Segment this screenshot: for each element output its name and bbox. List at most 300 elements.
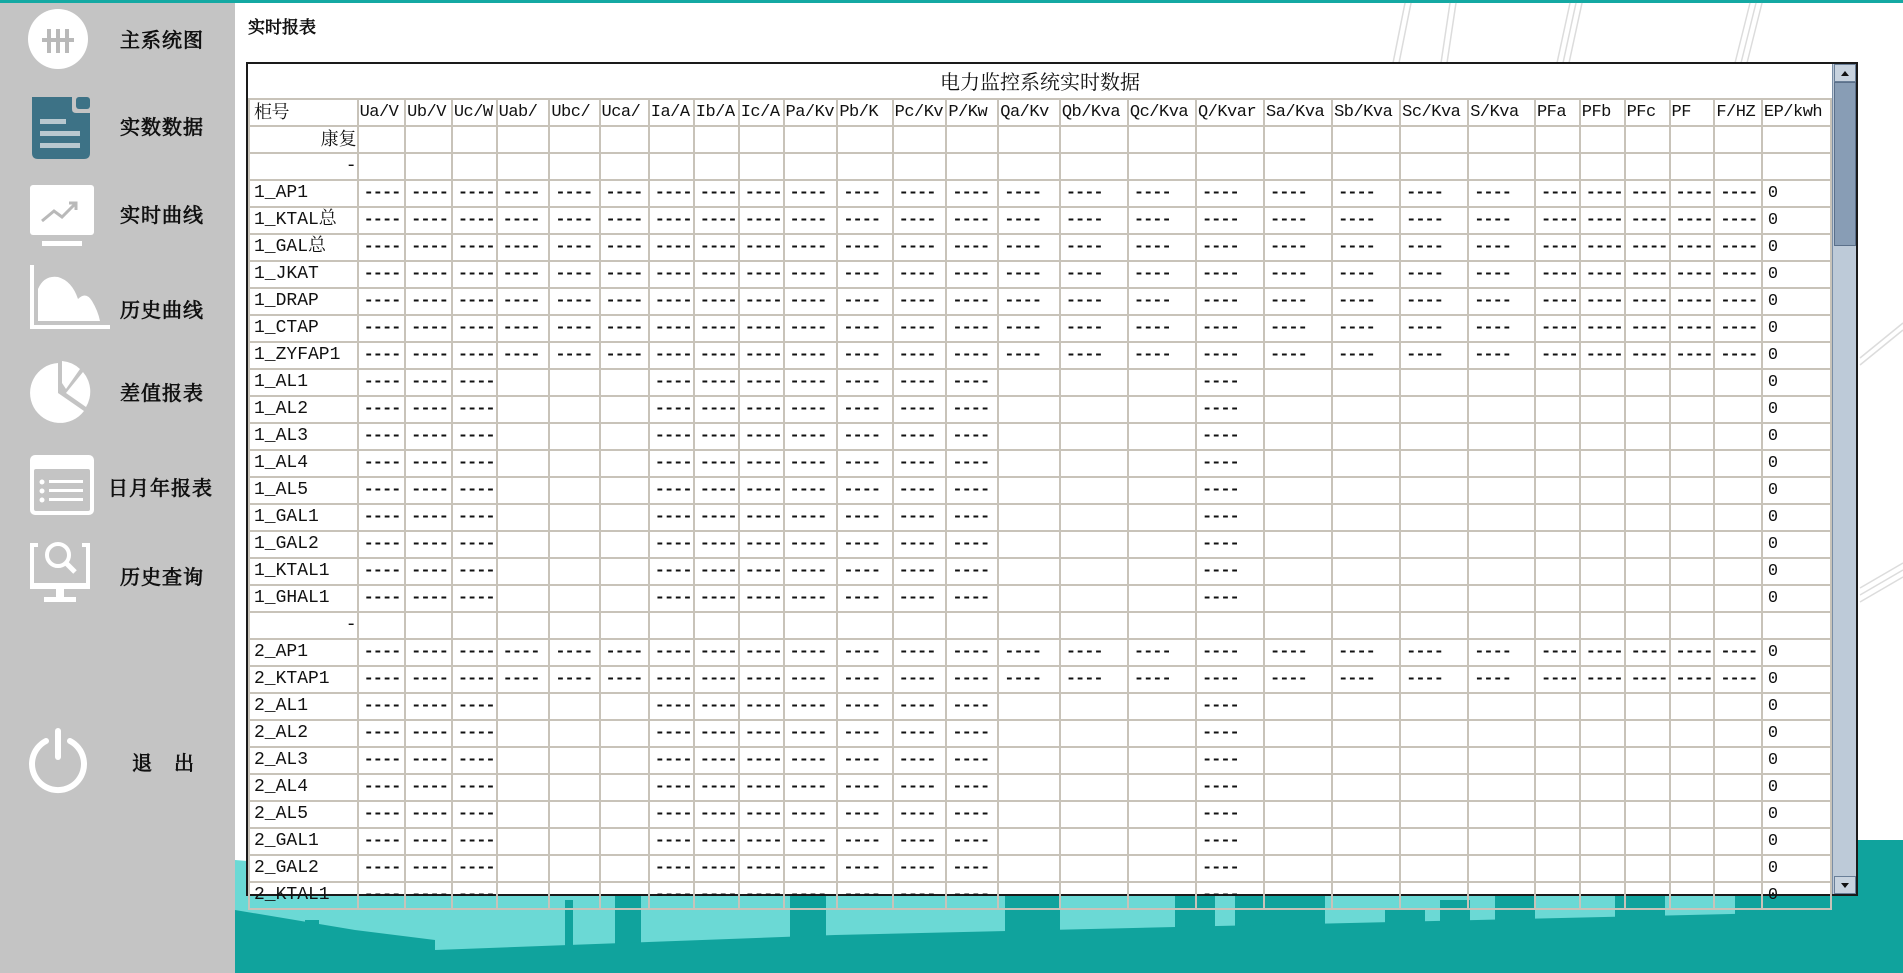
value-cell (998, 693, 1060, 720)
table-row[interactable] (249, 774, 1831, 801)
value-cell (1468, 477, 1535, 504)
table-row[interactable] (249, 747, 1831, 774)
column-header: PF (1670, 99, 1715, 126)
value-cell (600, 450, 649, 477)
energy-value-cell: 0 (1762, 315, 1831, 342)
value-cell (549, 423, 599, 450)
value-cell: ---- (784, 855, 838, 882)
value-cell: ---- (1625, 288, 1670, 315)
value-cell (946, 126, 998, 153)
value-cell: ---- (1060, 639, 1128, 666)
value-cell (600, 747, 649, 774)
table-row[interactable] (249, 828, 1831, 855)
sidebar-item-history-curve[interactable] (0, 265, 235, 345)
value-cell (998, 774, 1060, 801)
sidebar-item-diff-report[interactable] (0, 355, 235, 435)
value-cell: ---- (549, 207, 599, 234)
value-cell: ---- (649, 423, 694, 450)
energy-value-cell: 0 (1762, 747, 1831, 774)
value-cell: ---- (452, 639, 497, 666)
value-cell: ---- (694, 801, 739, 828)
value-cell (1714, 477, 1762, 504)
table-row[interactable] (249, 558, 1831, 585)
value-cell (784, 153, 838, 180)
value-cell: ---- (946, 693, 998, 720)
value-cell (1714, 828, 1762, 855)
value-cell (1535, 774, 1580, 801)
cabinet-name-cell: 1_KTAL1 (249, 558, 358, 585)
energy-value-cell: 0 (1762, 639, 1831, 666)
value-cell: ---- (784, 288, 838, 315)
value-cell (1332, 855, 1400, 882)
value-cell: ---- (358, 477, 406, 504)
cabinet-name-cell: 1_AL2 (249, 396, 358, 423)
value-cell: ---- (1670, 288, 1715, 315)
cabinet-name-cell: 1_DRAP (249, 288, 358, 315)
value-cell (1060, 693, 1128, 720)
table-row[interactable] (249, 477, 1831, 504)
value-cell: ---- (1535, 666, 1580, 693)
value-cell: ---- (405, 234, 452, 261)
value-cell: ---- (549, 639, 599, 666)
value-cell (1332, 828, 1400, 855)
table-row[interactable] (249, 207, 1831, 234)
energy-value-cell: 0 (1762, 585, 1831, 612)
value-cell (1535, 612, 1580, 639)
table-row[interactable] (249, 423, 1831, 450)
table-row[interactable] (249, 639, 1831, 666)
report-title: 电力监控系统实时数据 (940, 70, 1140, 94)
value-cell: ---- (452, 180, 497, 207)
value-cell: ---- (649, 882, 694, 909)
column-header: Ua/V (358, 99, 406, 126)
table-row[interactable] (249, 126, 1831, 153)
value-cell: ---- (497, 288, 550, 315)
value-cell: ---- (1060, 234, 1128, 261)
energy-value-cell: 0 (1762, 396, 1831, 423)
value-cell (600, 720, 649, 747)
value-cell: ---- (694, 882, 739, 909)
value-cell: ---- (784, 801, 838, 828)
value-cell: ---- (358, 342, 406, 369)
table-row[interactable] (249, 288, 1831, 315)
cabinet-name-cell: 2_GAL1 (249, 828, 358, 855)
value-cell (1128, 693, 1196, 720)
value-cell: ---- (649, 342, 694, 369)
value-cell: ---- (452, 774, 497, 801)
value-cell: ---- (405, 585, 452, 612)
value-cell: ---- (1670, 639, 1715, 666)
value-cell: ---- (893, 639, 947, 666)
energy-value-cell: 0 (1762, 423, 1831, 450)
energy-value-cell: 0 (1762, 180, 1831, 207)
cabinet-name-cell: 1_GAL2 (249, 531, 358, 558)
scroll-down-button[interactable] (1834, 876, 1856, 894)
value-cell (1332, 693, 1400, 720)
scroll-up-button[interactable] (1834, 64, 1856, 82)
value-cell: ---- (1128, 288, 1196, 315)
value-cell (549, 828, 599, 855)
value-cell: ---- (1625, 261, 1670, 288)
value-cell (1468, 747, 1535, 774)
value-cell: ---- (893, 180, 947, 207)
value-cell: ---- (1580, 207, 1625, 234)
value-cell: ---- (1128, 315, 1196, 342)
value-cell (1196, 153, 1264, 180)
value-cell (600, 801, 649, 828)
value-cell: ---- (405, 315, 452, 342)
energy-value-cell: 0 (1762, 261, 1831, 288)
table-row[interactable] (249, 315, 1831, 342)
value-cell (1128, 801, 1196, 828)
value-cell: ---- (549, 666, 599, 693)
value-cell: ---- (694, 720, 739, 747)
value-cell: ---- (739, 261, 784, 288)
value-cell: ---- (784, 477, 838, 504)
value-cell (1332, 801, 1400, 828)
value-cell: ---- (694, 477, 739, 504)
value-cell: ---- (739, 747, 784, 774)
value-cell (694, 612, 739, 639)
value-cell: ---- (694, 747, 739, 774)
value-cell (1670, 369, 1715, 396)
cabinet-name-cell: 1_CTAP (249, 315, 358, 342)
value-cell: ---- (1196, 450, 1264, 477)
value-cell: ---- (1580, 261, 1625, 288)
value-cell: ---- (452, 882, 497, 909)
value-cell: ---- (739, 369, 784, 396)
value-cell: ---- (946, 207, 998, 234)
value-cell: ---- (946, 396, 998, 423)
value-cell: ---- (893, 774, 947, 801)
value-cell: ---- (649, 531, 694, 558)
value-cell: ---- (405, 828, 452, 855)
value-cell (1060, 369, 1128, 396)
value-cell: ---- (452, 234, 497, 261)
table-row[interactable] (249, 369, 1831, 396)
value-cell (1264, 720, 1332, 747)
cabinet-name-cell: 1_GAL1 (249, 504, 358, 531)
table-row[interactable] (249, 882, 1831, 909)
table-row[interactable] (249, 855, 1831, 882)
table-row[interactable] (249, 180, 1831, 207)
value-cell (1400, 126, 1468, 153)
column-header: PFc (1625, 99, 1670, 126)
sidebar-item-label: 历史曲线 (120, 298, 204, 322)
value-cell (1264, 801, 1332, 828)
value-cell: ---- (452, 261, 497, 288)
value-cell: ---- (649, 747, 694, 774)
table-row[interactable] (249, 153, 1831, 180)
energy-value-cell: 0 (1762, 801, 1831, 828)
value-cell (497, 801, 550, 828)
value-cell: ---- (893, 504, 947, 531)
cabinet-name-cell: - (249, 612, 358, 639)
value-cell: ---- (600, 315, 649, 342)
realtime-report-table (246, 62, 1858, 905)
value-cell: ---- (1060, 180, 1128, 207)
value-cell: ---- (1196, 423, 1264, 450)
table-row[interactable] (249, 693, 1831, 720)
value-cell: ---- (1264, 342, 1332, 369)
value-cell (998, 855, 1060, 882)
value-cell: ---- (649, 207, 694, 234)
value-cell (1468, 153, 1535, 180)
value-cell: ---- (893, 585, 947, 612)
column-header: Uab/ (497, 99, 550, 126)
value-cell: ---- (837, 288, 892, 315)
table-row[interactable] (249, 531, 1831, 558)
value-cell (1128, 477, 1196, 504)
energy-value-cell: 0 (1762, 450, 1831, 477)
value-cell: ---- (1332, 180, 1400, 207)
value-cell (1264, 774, 1332, 801)
value-cell: ---- (497, 207, 550, 234)
value-cell (549, 882, 599, 909)
column-header: S/Kva (1468, 99, 1535, 126)
value-cell (1400, 477, 1468, 504)
value-cell (497, 396, 550, 423)
value-cell: ---- (549, 342, 599, 369)
value-cell: ---- (1332, 261, 1400, 288)
value-cell (1580, 504, 1625, 531)
table-row[interactable] (249, 342, 1831, 369)
value-cell (1264, 423, 1332, 450)
table-row[interactable] (249, 450, 1831, 477)
value-cell: ---- (837, 558, 892, 585)
value-cell (452, 126, 497, 153)
value-cell: ---- (452, 585, 497, 612)
value-cell: ---- (1625, 180, 1670, 207)
value-cell (1625, 153, 1670, 180)
value-cell (1580, 558, 1625, 585)
value-cell: ---- (837, 747, 892, 774)
value-cell (1400, 585, 1468, 612)
value-cell (1332, 612, 1400, 639)
table-row[interactable] (249, 261, 1831, 288)
value-cell: ---- (946, 855, 998, 882)
value-cell (1264, 558, 1332, 585)
value-cell (1670, 747, 1715, 774)
value-cell (1128, 747, 1196, 774)
value-cell: ---- (893, 828, 947, 855)
value-cell: ---- (1060, 207, 1128, 234)
value-cell: ---- (1535, 261, 1580, 288)
value-cell: ---- (405, 774, 452, 801)
value-cell: ---- (452, 288, 497, 315)
value-cell: ---- (1625, 207, 1670, 234)
value-cell (1400, 855, 1468, 882)
sidebar-item-period-report[interactable] (0, 449, 235, 529)
value-cell: ---- (405, 855, 452, 882)
cabinet-name-cell: 2_KTAP1 (249, 666, 358, 693)
value-cell (1128, 558, 1196, 585)
value-cell: ---- (1535, 207, 1580, 234)
value-cell: ---- (649, 504, 694, 531)
value-cell: ---- (739, 558, 784, 585)
value-cell (998, 396, 1060, 423)
column-header: Sc/Kva (1400, 99, 1468, 126)
table-row[interactable] (249, 612, 1831, 639)
value-cell: ---- (739, 585, 784, 612)
sidebar-item-realtime-curve[interactable] (0, 179, 235, 259)
value-cell: ---- (998, 261, 1060, 288)
cabinet-name-cell: 2_GAL2 (249, 855, 358, 882)
value-cell (1264, 612, 1332, 639)
value-cell: ---- (1264, 261, 1332, 288)
value-cell: ---- (893, 315, 947, 342)
value-cell: ---- (1332, 666, 1400, 693)
table-row[interactable] (249, 801, 1831, 828)
value-cell (739, 612, 784, 639)
value-cell: ---- (784, 261, 838, 288)
value-cell (1535, 396, 1580, 423)
value-cell: ---- (1332, 234, 1400, 261)
vertical-scrollbar[interactable] (1832, 64, 1856, 894)
value-cell (1580, 774, 1625, 801)
value-cell (549, 774, 599, 801)
value-cell (1580, 531, 1625, 558)
value-cell: ---- (893, 882, 947, 909)
value-cell (1670, 855, 1715, 882)
value-cell (1060, 801, 1128, 828)
value-cell: ---- (358, 639, 406, 666)
value-cell: ---- (946, 882, 998, 909)
value-cell: ---- (497, 666, 550, 693)
value-cell (649, 153, 694, 180)
value-cell: ---- (694, 288, 739, 315)
value-cell (1535, 828, 1580, 855)
value-cell: ---- (1128, 234, 1196, 261)
column-header: 柜号 (249, 99, 358, 126)
value-cell (549, 477, 599, 504)
sidebar-item-history-query[interactable] (0, 535, 235, 615)
value-cell (600, 585, 649, 612)
column-header: EP/kwh (1762, 99, 1831, 126)
value-cell: ---- (1535, 639, 1580, 666)
energy-value-cell: 0 (1762, 342, 1831, 369)
table-row[interactable] (249, 504, 1831, 531)
table-row[interactable] (249, 666, 1831, 693)
value-cell (1400, 369, 1468, 396)
sidebar-item-label: 日月年报表 (108, 476, 213, 500)
value-cell (497, 855, 550, 882)
value-cell (1670, 612, 1715, 639)
value-cell (1580, 126, 1625, 153)
table-row[interactable] (249, 720, 1831, 747)
value-cell (497, 504, 550, 531)
sidebar-item-label: 主系统图 (120, 28, 204, 52)
value-cell: ---- (649, 180, 694, 207)
value-cell (549, 585, 599, 612)
value-cell (1625, 585, 1670, 612)
value-cell (1332, 747, 1400, 774)
value-cell (549, 396, 599, 423)
value-cell (1670, 126, 1715, 153)
cabinet-name-cell: 康复 (249, 126, 358, 153)
table-row[interactable] (249, 234, 1831, 261)
table-row[interactable] (249, 396, 1831, 423)
value-cell (1714, 693, 1762, 720)
value-cell: ---- (1468, 234, 1535, 261)
value-cell: ---- (358, 882, 406, 909)
value-cell: ---- (1535, 288, 1580, 315)
table-row[interactable] (249, 585, 1831, 612)
value-cell: ---- (694, 774, 739, 801)
value-cell (600, 477, 649, 504)
value-cell: ---- (1670, 342, 1715, 369)
value-cell: ---- (837, 639, 892, 666)
value-cell (1264, 882, 1332, 909)
value-cell (893, 153, 947, 180)
value-cell: ---- (946, 558, 998, 585)
value-cell (358, 126, 406, 153)
value-cell: ---- (837, 261, 892, 288)
sidebar-item-label: 实数数据 (120, 115, 204, 139)
value-cell (549, 531, 599, 558)
scroll-thumb[interactable] (1834, 82, 1856, 246)
header-row (249, 99, 1831, 126)
value-cell (1128, 126, 1196, 153)
value-cell: ---- (784, 369, 838, 396)
value-cell (1625, 801, 1670, 828)
value-cell (1400, 504, 1468, 531)
value-cell (1625, 423, 1670, 450)
value-cell (893, 612, 947, 639)
value-cell (1625, 477, 1670, 504)
value-cell (1264, 504, 1332, 531)
value-cell (739, 126, 784, 153)
exit-button[interactable] (0, 723, 235, 803)
value-cell: ---- (452, 747, 497, 774)
column-header: Qb/Kva (1060, 99, 1128, 126)
value-cell: ---- (837, 585, 892, 612)
cabinet-name-cell: 2_AL4 (249, 774, 358, 801)
value-cell: ---- (784, 207, 838, 234)
value-cell: ---- (998, 234, 1060, 261)
value-cell (1468, 369, 1535, 396)
value-cell: ---- (739, 774, 784, 801)
value-cell (1580, 585, 1625, 612)
value-cell: ---- (358, 774, 406, 801)
value-cell: ---- (837, 369, 892, 396)
value-cell: ---- (1196, 855, 1264, 882)
value-cell: ---- (739, 882, 784, 909)
value-cell (1670, 153, 1715, 180)
value-cell: ---- (405, 369, 452, 396)
value-cell: ---- (784, 828, 838, 855)
value-cell: ---- (694, 855, 739, 882)
value-cell: ---- (739, 207, 784, 234)
value-cell: ---- (649, 801, 694, 828)
value-cell (1128, 882, 1196, 909)
value-cell (549, 153, 599, 180)
energy-value-cell: 0 (1762, 774, 1831, 801)
sidebar-item-main-diagram[interactable] (0, 3, 235, 83)
exit-label: 退 出 (132, 751, 195, 775)
value-cell: ---- (837, 423, 892, 450)
value-cell: ---- (1468, 639, 1535, 666)
sidebar-item-realtime-data[interactable] (0, 87, 235, 167)
value-cell (1714, 126, 1762, 153)
value-cell: ---- (549, 288, 599, 315)
value-cell (1535, 720, 1580, 747)
cabinet-name-cell: 2_AL2 (249, 720, 358, 747)
value-cell: ---- (837, 666, 892, 693)
value-cell (1670, 720, 1715, 747)
value-cell: ---- (837, 477, 892, 504)
area-chart-icon (28, 265, 114, 333)
